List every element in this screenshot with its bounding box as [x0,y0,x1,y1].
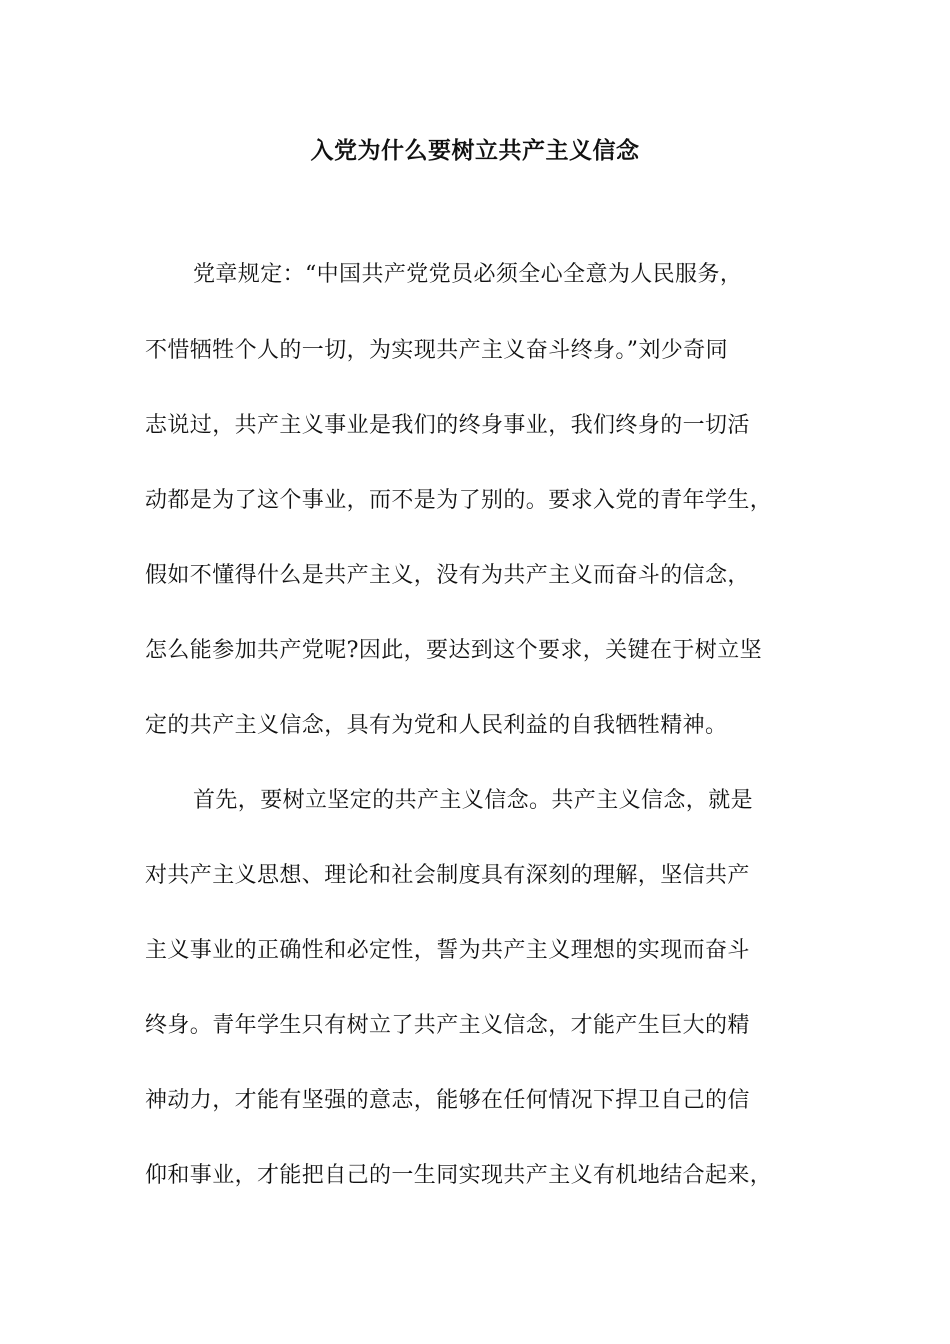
paragraph-line: 定的共产主义信念，具有为党和人民利益的自我牺牲精神。 [145,713,728,738]
paragraph-line: 对共产主义思想、理论和社会制度具有深刻的理解，坚信共产 [145,863,750,888]
paragraph-line: 终身。青年学生只有树立了共产主义信念，才能产生巨大的精 [145,1013,750,1038]
paragraph-line: 主义事业的正确性和必定性，誓为共产主义理想的实现而奋斗 [145,938,750,963]
document-title: 入党为什么要树立共产主义信念 [310,137,640,164]
paragraph-line: 首先，要树立坚定的共产主义信念。共产主义信念，就是 [193,788,754,813]
paragraph-line: 动都是为了这个事业，而不是为了别的。要求入党的青年学生， [145,488,773,513]
paragraph-line: 仰和事业，才能把自己的一生同实现共产主义有机地结合起来， [145,1163,773,1188]
paragraph-line: 党章规定：“中国共产党党员必须全心全意为人民服务， [193,262,743,287]
paragraph-line: 志说过，共产主义事业是我们的终身事业，我们终身的一切活 [145,413,750,438]
paragraph-line: 不惜牺牲个人的一切，为实现共产主义奋斗终身。”刘少奇同 [145,338,729,363]
paragraph-line: 怎么能参加共产党呢?因此，要达到这个要求，关键在于树立坚 [145,638,762,663]
paragraph-line: 假如不懂得什么是共产主义，没有为共产主义而奋斗的信念， [145,563,750,588]
paragraph-line: 神动力，才能有坚强的意志，能够在任何情况下捍卫自己的信 [145,1088,750,1113]
